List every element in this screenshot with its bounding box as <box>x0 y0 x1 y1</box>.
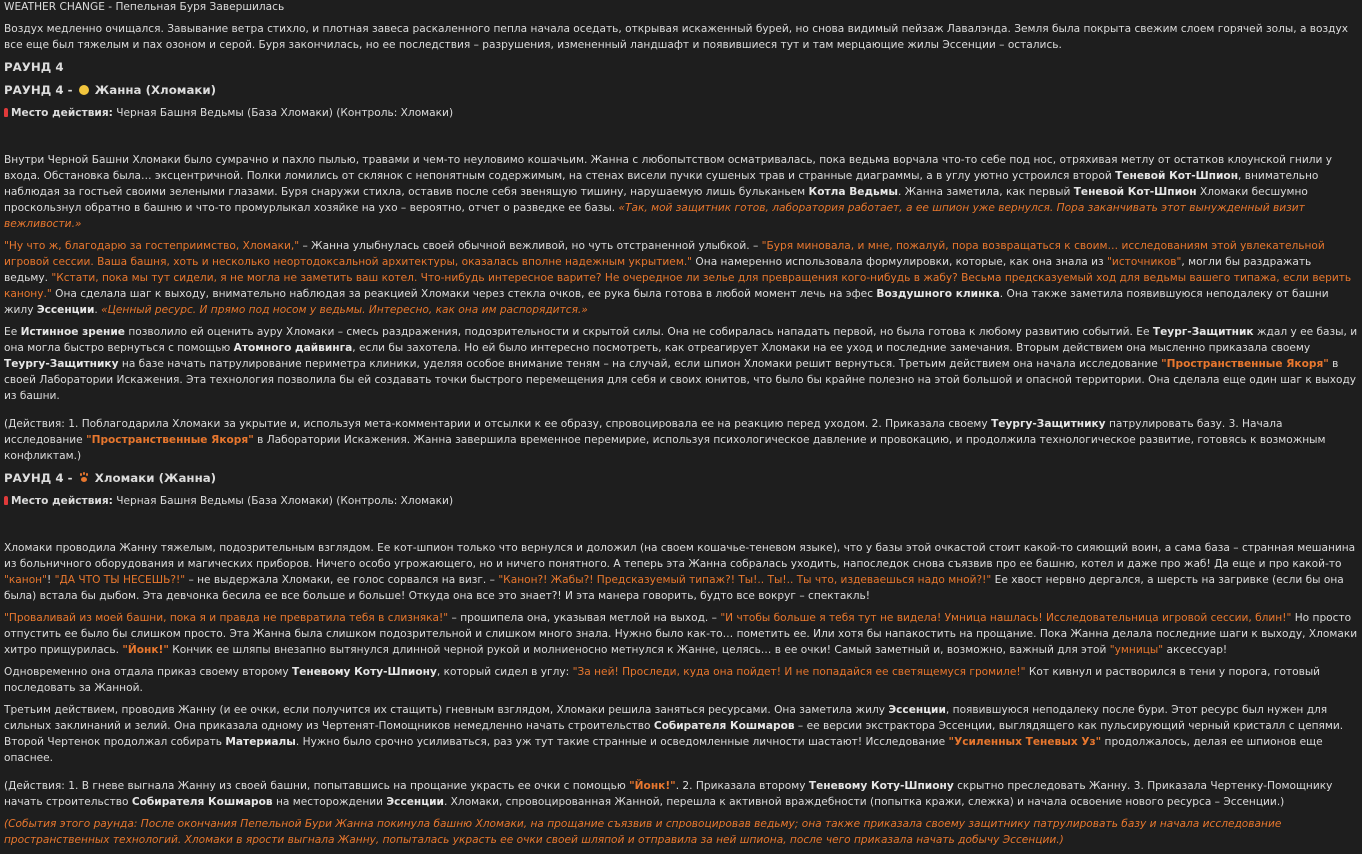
zhanna-paragraph-4: Ее Истинное зрение позволило ей оценить ауру Хломаки – смесь раздражения, подозрительности и скрытой силы. Она не собиралась нападать первой, но была готова к любому развитию событий. Ее Теург-Защитник ждал у ее базы, и она могла быстро вернуться с помощью Атомного дайвинга, если бы захотела. Но ей было интересно посмотреть, как отреагирует Хломаки на ее уход и последние замечания. Вторым действием она мысленно приказала своему Теургу-Защитнику на базе начать патрулирование периметра клиники, уделяя особое внимание теням – на случай, если шпион Хломаки решит вернуться. Третьим действием она начала исследование "Пространственные Якоря" в своей Лаборатории Искажения. Эта технология позволила бы ей создавать точки быстрого перемещения для себя и своих юнитов, что было бы крайне полезно на этой большой и опасной территории. Она сделала еще один шаг к выходу из башни. <box>4 326 1358 402</box>
khlomaki-round-title: РАУНД 4 - Хломаки (Жанна) <box>4 471 217 485</box>
zhanna-paragraph-3: "Ну что ж, благодарю за гостеприимство, Хломаки," – Жанна улыбнулась своей обычной вежливой, но чуть отстраненной улыбкой. – "Буря миновала, и мне, пожалуй, пора возвращаться к своим… исследованиям этой увлекательной игровой сессии. Ваша башня, хоть и несколько неортодоксальной архитектуры, оказалась вполне надежным укрытием." Она намеренно использовала формулировки, которые, как она знала из "источников", могли бы раздражать ведьму. "Кстати, пока мы тут сидели, я не могла не заметить ваш котел. Что-нибудь интересное варите? Не очередное ли зелье для превращения кого-нибудь в жабу? Весьма предсказуемый ход для ведьмы вашего типажа, если верить канону." Она сделала шаг к выходу, внимательно наблюдая за реакцией Хломаки через стекла очков, ее рука была готова в любой момент лечь на эфес Воздушного клинка. Она также заметила появившуюся неподалеку от башни жилу Эссенции. «Ценный ресурс. И прямо под носом у ведьмы. Интересно, как она им распорядится.» <box>4 240 1352 316</box>
paw-prints-icon <box>79 473 89 483</box>
zhanna-round-title: РАУНД 4 - Жанна (Хломаки) <box>4 83 217 97</box>
intro-text: Воздух медленно очищался. Завывание ветра стихло, и плотная завеса раскаленного пепла начала оседать, открывая искаженный бурей, но снова видимый пейзаж Лавалэнда. Земля была покрыта свежим слоем горячей золы, а воздух все еще был тяжелым и пах озоном и серой. Буря закончилась, но ее последствия – разрушения, измененный ландшафт и появившиеся тут и там мерцающие жилы Эссенции – остались. <box>4 23 1349 51</box>
round-heading: РАУНД 4 <box>4 60 64 74</box>
khlomaki-paragraph-1: Хломаки проводила Жанну тяжелым, подозрительным взглядом. Ее кот-шпион только что вернулся и доложил (на своем кошачье-теневом языке), что у базы этой очкастой стоит какой-то сияющий воин, а сама база – странная мешанина из больничного оборудования и магических приборов. Ничего особо угрожающего, но и ничего понятного. А теперь эта Жанна собралась уходить, напоследок снова съязвив про ее башню, котел и даже про жаб! Да еще и про какой-то "канон"! "ДА ЧТО ТЫ НЕСЕШЬ?!" – не выдержала Хломаки, ее голос сорвался на визг. – "Канон?! Жабы?! Предсказуемый типаж?! Ты!.. Ты!.. Ты что, издеваешься надо мной?!" Ее хвост нервно дергался, а шерсть на загривке (если бы она была) встала бы дыбом. Эта девчонка бесила ее все больше и больше! Откуда она все это знает?! И эта манера говорить, будто все вокруг – спектакль! <box>4 542 1356 602</box>
zhanna-paragraph-2: Внутри Черной Башни Хломаки было сумрачно и пахло пылью, травами и чем-то неуловимо кошачьим. Жанна с любопытством осматривалась, пока ведьма ворчала что-то себе под нос, отряхивая метлу от остатков клоунской гнили у входа. Обстановка была… эксцентричной. Полки ломились от склянок с непонятным содержимым, на стенах висели пучки сушеных трав и странные диаграммы, а в углу уютно устроился второй Теневой Кот-Шпион, внимательно наблюдая за гостьей своими зелеными глазами. Буря снаружи стихла, оставив после себя звенящую тишину, нарушаемую лишь бульканьем Котла Ведьмы. Жанна заметила, как первый Теневой Кот-Шпион Хломаки бесшумно проскользнул обратно в башню и что-то промурлыкал хозяйке на ухо – вероятно, отчет о разведке ее базы. «Так, мой защитник готов, лаборатория работает, а ее шпион уже вернулся. Пора заканчивать этот вынужденный визит вежливости.» <box>4 154 1333 230</box>
pin-icon <box>4 496 8 505</box>
pin-icon <box>4 108 8 117</box>
intro-paragraph <box>4 21 1358 53</box>
section-gap <box>4 509 1358 540</box>
zhanna-actions: (Действия: 1. Поблагодарила Хломаки за укрытие и, используя мета-комментарии и отсылки к ее образу, спровоцировала ее на реакцию перед уходом. 2. Приказала своему Теургу-Защитнику патрулировать базу. 3. Начала исследование "Пространственные Якоря" в Лаборатории Искажения. Жанна завершила временное перемирие, используя психологическое давление и провокацию, и продолжила технологическое развитие, готовясь к возможным конфликтам.) <box>4 418 1326 462</box>
khlomaki-paragraph-4: Третьим действием, проводив Жанну (и ее очки, если получится их стащить) гневным взглядом, Хломаки решила заняться ресурсами. Она заметила жилу Эссенции, появившуюся неподалеку после бури. Этот ресурс был нужен для сильных заклинаний и зелий. Она приказала одному из Чертенят-Помощников немедленно начать строительство Собирателя Кошмаров – ее версии экстрактора Эссенции, выглядящего как пульсирующий черный кристалл с цепями. Второй Чертенок продолжал собирать Материалы. Нужно было срочно усиливаться, раз уж тут такие странные и осведомленные личности шастают! Исследование "Усиленных Теневых Уз" продолжалось, делая ее шпионов еще опаснее. <box>4 704 1344 764</box>
document <box>4 0 1358 854</box>
grinning-face-icon <box>79 85 89 95</box>
section-gap <box>4 121 1358 152</box>
khlomaki-paragraph-3: Одновременно она отдала приказ своему второму Теневому Коту-Шпиону, который сидел в углу: "За ней! Проследи, куда она пойдет! И не попадайся ее светящемуся громиле!" Кот кивнул и растворился в тени у порога, готовый последовать за Жанной. <box>4 666 1321 694</box>
zhanna-location: Место действия: Черная Башня Ведьмы (База Хломаки) (Контроль: Хломаки) <box>4 105 1358 121</box>
khlomaki-location: Место действия: Черная Башня Ведьмы (База Хломаки) (Контроль: Хломаки) <box>4 493 1358 509</box>
weather-header: WEATHER CHANGE - Пепельная Буря Завершилась <box>4 1 285 13</box>
round-summary: (События этого раунда: После окончания Пепельной Бури Жанна покинула башню Хломаки, на прощание съязвив и спровоцировав ведьму; она также приказала своему защитнику патрулировать базу и начала исследование пространственных технологий. Хломаки в ярости выгнала Жанну, попыталась украсть ее очки своей шляпой и отправила за ней шпиона, после чего приказала начать добычу Эссенции.) <box>4 818 1282 846</box>
khlomaki-actions: (Действия: 1. В гневе выгнала Жанну из своей башни, попытавшись на прощание украсть ее очки с помощью "Йонк!". 2. Приказала второму Теневому Коту-Шпиону скрытно преследовать Жанну. 3. Приказала Чертенку-Помощнику начать строительство Собирателя Кошмаров на месторождении Эссенции. Хломаки, спровоцированная Жанной, перешла к активной враждебности (попытка кражи, слежка) и начала освоение нового ресурса – Эссенции.) <box>4 780 1333 808</box>
khlomaki-paragraph-2: "Проваливай из моей башни, пока я и правда не превратила тебя в слизняка!" – прошипела она, указывая метлой на выход. – "И чтобы больше я тебя тут не видела! Умница нашлась! Исследовательница игровой сессии, блин!" Но просто отпустить ее было бы слишком просто. Эта Жанна была слишком подозрительной и слишком много знала. Нужно было как-то… пометить ее. Или хотя бы напакостить на прощание. Пока Жанна делала последние шаги к выходу, Хломаки хитро прищурилась. "Йонк!" Кончик ее шляпы внезапно вытянулся длинной черной рукой и молниеносно метнулся к Жанне, целясь… в ее очки! Самый заметный и, возможно, важный для этой "умницы" аксессуар! <box>4 612 1358 656</box>
